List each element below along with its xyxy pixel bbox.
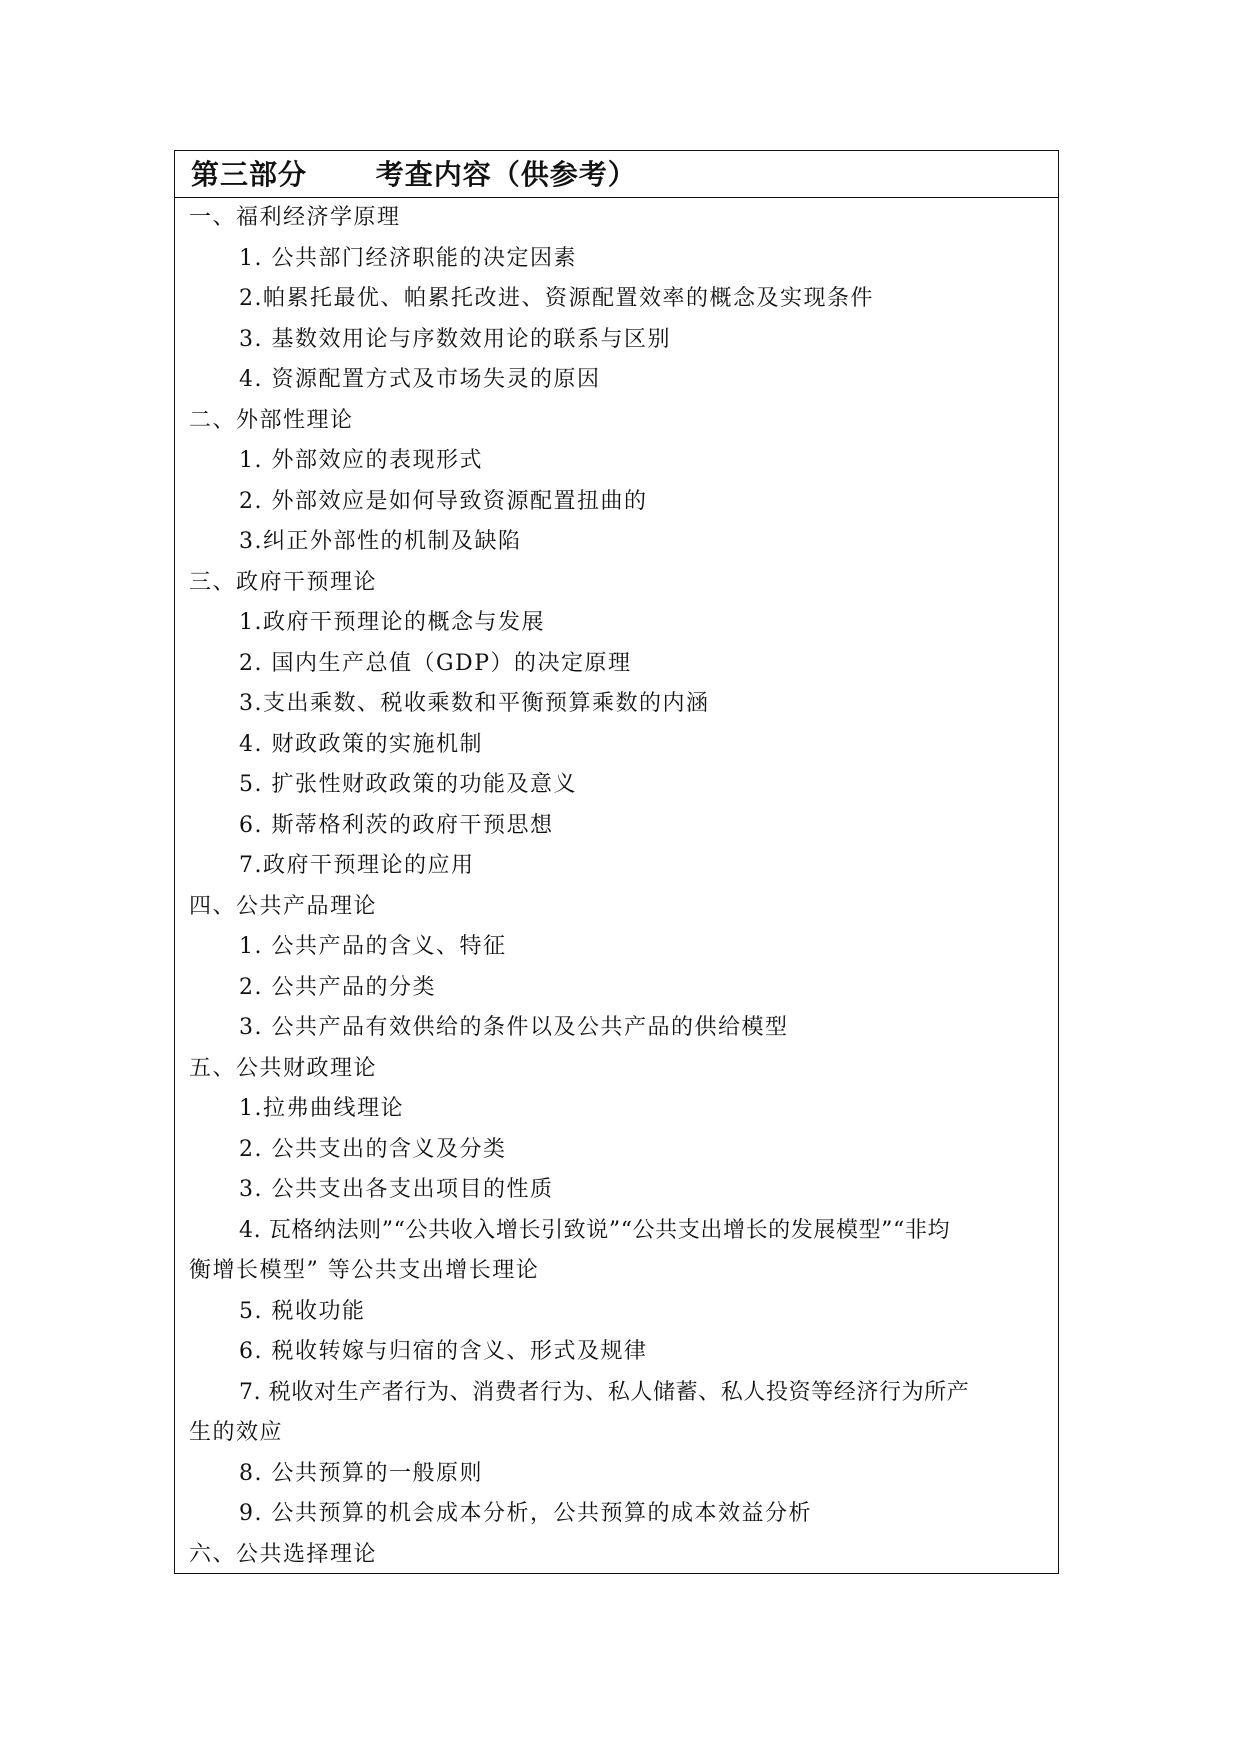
outline-item: 2. 公共支出的含义及分类	[239, 1136, 507, 1162]
outline-section-heading: 六、公共选择理论	[189, 1541, 378, 1567]
outline-item: 1. 公共产品的含义、特征	[239, 934, 507, 959]
outline-item: 7.政府干预理论的应用	[239, 853, 475, 878]
outline-item: 3. 公共产品有效供给的条件以及公共产品的供给模型	[239, 1015, 789, 1040]
outline-item: 5. 税收功能	[239, 1298, 366, 1324]
outline-item: 4. 瓦格纳法则”“公共收入增长引致说”“公共支出增长的发展模型”“非均	[239, 1217, 951, 1243]
outline-item: 6. 税收转嫁与归宿的含义、形式及规律	[239, 1339, 648, 1364]
outline-section-heading: 五、公共财政理论	[189, 1055, 378, 1081]
outline-item: 4. 财政政策的实施机制	[239, 731, 483, 757]
outline-item: 3. 基数效用论与序数效用论的联系与区别	[239, 326, 671, 352]
outline-item: 4. 资源配置方式及市场失灵的原因	[239, 367, 601, 392]
outline-item: 2. 国内生产总值（GDP）的决定原理	[239, 650, 632, 676]
outline-item: 9. 公共预算的机会成本分析，公共预算的成本效益分析	[239, 1501, 812, 1526]
outline-section-heading: 二、外部性理论	[189, 407, 354, 433]
outline-item: 5. 扩张性财政政策的功能及意义	[239, 772, 577, 797]
outline-item: 1.拉弗曲线理论	[239, 1096, 404, 1121]
outline-item: 6. 斯蒂格利茨的政府干预思想	[239, 812, 554, 838]
outline-item: 2.帕累托最优、帕累托改进、资源配置效率的概念及实现条件	[239, 286, 874, 311]
section-title: 第三部分 考查内容（供参考）	[175, 151, 1058, 198]
outline-item: 3.支出乘数、税收乘数和平衡预算乘数的内涵	[239, 691, 710, 716]
outline-item: 1.政府干预理论的概念与发展	[239, 610, 545, 635]
content-outline-table	[174, 150, 1059, 1574]
outline-item: 8. 公共预算的一般原则	[239, 1460, 483, 1486]
outline-item: 7. 税收对生产者行为、消费者行为、私人储蓄、私人投资等经济行为所产	[239, 1379, 970, 1405]
outline-section-heading: 三、政府干预理论	[189, 569, 378, 595]
outline-item-continuation: 衡增长模型” 等公共支出增长理论	[189, 1258, 540, 1283]
outline-section-heading: 四、公共产品理论	[189, 893, 378, 919]
outline-item: 1. 外部效应的表现形式	[239, 448, 483, 473]
outline-item: 2. 外部效应是如何导致资源配置扭曲的	[239, 488, 648, 514]
outline-item: 3.纠正外部性的机制及缺陷	[239, 529, 522, 554]
outline-item: 1. 公共部门经济职能的决定因素	[239, 245, 577, 271]
outline-item: 2. 公共产品的分类	[239, 974, 436, 1000]
outline-body	[175, 198, 1058, 1573]
outline-item: 3. 公共支出各支出项目的性质	[239, 1177, 554, 1202]
outline-item-continuation: 生的效应	[189, 1420, 284, 1445]
outline-section-heading: 一、福利经济学原理	[189, 205, 401, 230]
